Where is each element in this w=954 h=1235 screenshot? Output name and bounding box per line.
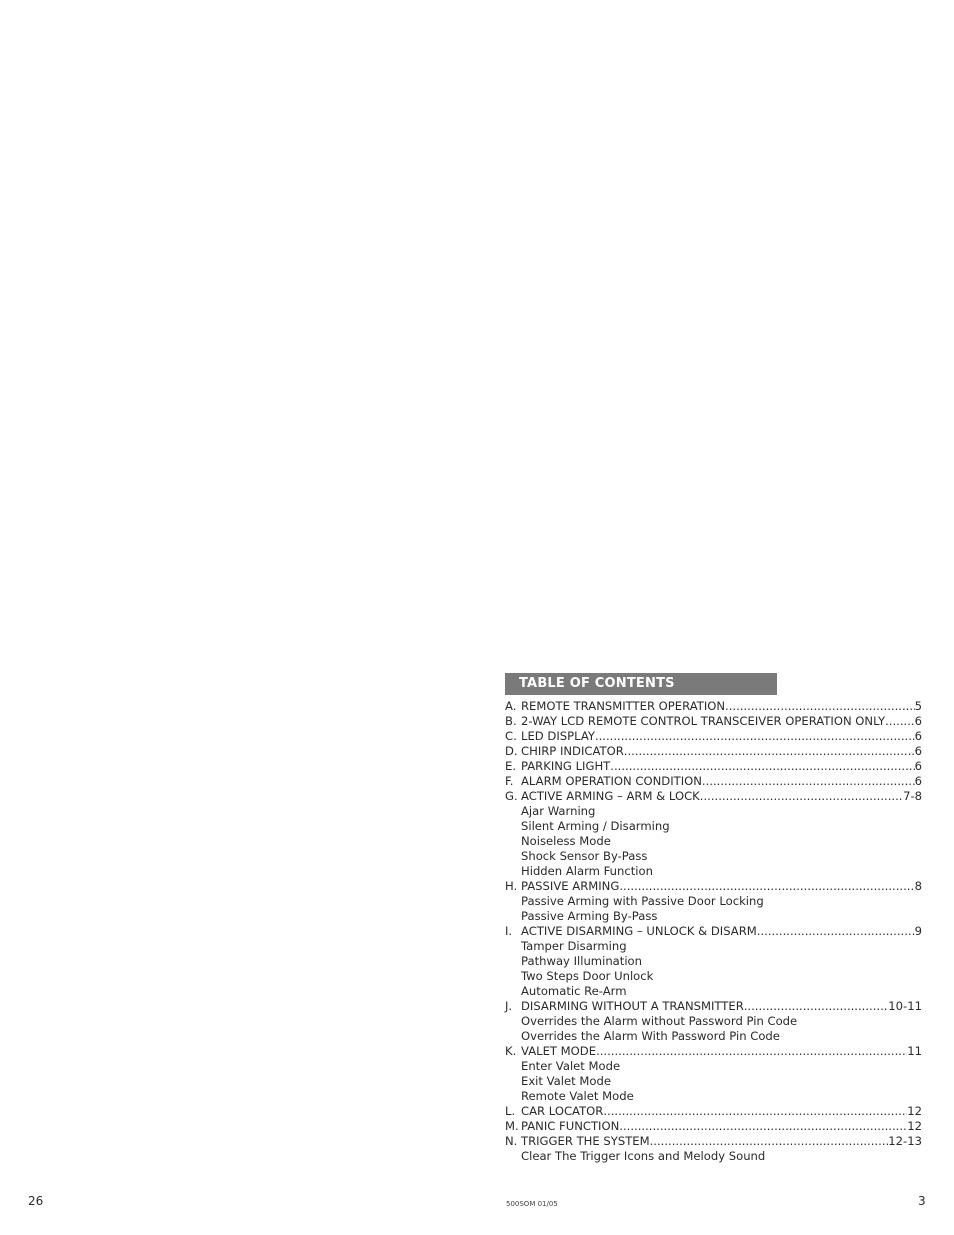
toc-list — [505, 699, 922, 1164]
toc-entry-page: 6 — [914, 774, 922, 788]
toc-dot-leader — [595, 729, 915, 744]
toc-subentry: Overrides the Alarm With Password Pin Code — [521, 1029, 780, 1043]
toc-subentry: Ajar Warning — [521, 804, 596, 818]
toc-entry-letter: J. — [505, 999, 513, 1013]
toc-dot-leader — [700, 789, 903, 804]
toc-entry-page: 12 — [907, 1104, 922, 1118]
toc-entry — [505, 744, 922, 759]
toc-entry-page: 12 — [907, 1119, 922, 1133]
toc-entry-title: CHIRP INDICATOR — [521, 744, 624, 758]
toc-entry-title: ACTIVE DISARMING – UNLOCK & DISARM — [521, 924, 757, 938]
toc-dot-leader — [885, 714, 915, 729]
toc-subentry: Shock Sensor By-Pass — [521, 849, 648, 863]
toc-entry-page: 10-11 — [888, 999, 922, 1013]
toc-subentry: Pathway Illumination — [521, 954, 642, 968]
toc-entry — [505, 1119, 922, 1134]
toc-entry-page: 6 — [914, 714, 922, 728]
toc-subentry: Remote Valet Mode — [521, 1089, 634, 1103]
toc-entry — [505, 1044, 922, 1059]
page-number-right: 3 — [918, 1194, 926, 1208]
toc-entry-title: PARKING LIGHT — [521, 759, 611, 773]
toc-entry-page: 6 — [914, 744, 922, 758]
toc-entry-title: PANIC FUNCTION — [521, 1119, 620, 1133]
toc-entry-page: 12-13 — [888, 1134, 922, 1148]
toc-subentry: Overrides the Alarm without Password Pin Code — [521, 1014, 798, 1028]
toc-entry — [505, 759, 922, 774]
toc-entry-letter: M. — [505, 1119, 519, 1133]
toc-dot-leader — [744, 999, 889, 1014]
toc-subentry: Two Steps Door Unlock — [521, 969, 654, 983]
toc-entry-page: 9 — [914, 924, 922, 938]
toc-subentry: Automatic Re-Arm — [521, 984, 627, 998]
toc-entry-title: ALARM OPERATION CONDITION — [521, 774, 702, 788]
toc-entry — [505, 999, 922, 1014]
toc-subentry: Hidden Alarm Function — [521, 864, 653, 878]
toc-entry-title: DISARMING WITHOUT A TRANSMITTER — [521, 999, 744, 1013]
toc-entry-title: ACTIVE ARMING – ARM & LOCK — [521, 789, 700, 803]
toc-entry-title: VALET MODE — [521, 1044, 597, 1058]
toc-dot-leader — [702, 774, 915, 789]
toc-entry — [505, 789, 922, 804]
toc-entry-page: 8 — [914, 879, 922, 893]
toc-entry-letter: G. — [505, 789, 518, 803]
toc-entry-title: 2-WAY LCD REMOTE CONTROL TRANSCEIVER OPERATION ONLY — [521, 714, 886, 728]
toc-dot-leader — [624, 744, 915, 759]
toc-entry-letter: I. — [505, 924, 513, 938]
toc-subentry: Passive Arming By-Pass — [521, 909, 658, 923]
toc-entry-title: TRIGGER THE SYSTEM — [521, 1134, 650, 1148]
toc-dot-leader — [650, 1134, 889, 1149]
toc-subentry: Tamper Disarming — [521, 939, 627, 953]
toc-dot-leader — [610, 759, 914, 774]
toc-subentry: Exit Valet Mode — [521, 1074, 611, 1088]
toc-entry-letter: K. — [505, 1044, 517, 1058]
toc-entry-page: 6 — [914, 729, 922, 743]
toc-entry-letter: H. — [505, 879, 518, 893]
page-number-left: 26 — [28, 1194, 44, 1208]
toc-dot-leader — [603, 1104, 907, 1119]
toc-dot-leader — [596, 1044, 907, 1059]
toc-subentry: Enter Valet Mode — [521, 1059, 621, 1073]
toc-entry-page: 7-8 — [903, 789, 922, 803]
toc-subentry: Clear The Trigger Icons and Melody Sound — [521, 1149, 766, 1163]
toc-entry-page: 5 — [914, 699, 922, 713]
toc-entry — [505, 879, 922, 894]
toc-subentry: Noiseless Mode — [521, 834, 611, 848]
toc-header: TABLE OF CONTENTS — [505, 673, 777, 695]
toc-entry-title: CAR LOCATOR — [521, 1104, 604, 1118]
toc-entry-letter: D. — [505, 744, 518, 758]
toc-subentry: Passive Arming with Passive Door Locking — [521, 894, 764, 908]
toc-entry — [505, 699, 922, 714]
toc-entry-letter: A. — [505, 699, 517, 713]
toc-dot-leader — [619, 1119, 907, 1134]
toc-entry-page: 11 — [907, 1044, 922, 1058]
toc-entry-page: 6 — [914, 759, 922, 773]
toc-entry-letter: N. — [505, 1134, 518, 1148]
toc-entry — [505, 729, 922, 744]
toc-entry — [505, 1134, 922, 1149]
toc-entry — [505, 924, 922, 939]
toc-entry — [505, 774, 922, 789]
toc-subentry: Silent Arming / Disarming — [521, 819, 670, 833]
toc-entry-title: PASSIVE ARMING — [521, 879, 620, 893]
toc-entry-title: LED DISPLAY — [521, 729, 595, 743]
toc-entry — [505, 1104, 922, 1119]
toc-entry — [505, 714, 922, 729]
toc-entry-letter: F. — [505, 774, 514, 788]
toc-entry-title: REMOTE TRANSMITTER OPERATION — [521, 699, 726, 713]
document-code: 500SOM 01/05 — [506, 1200, 558, 1208]
toc-entry-letter: B. — [505, 714, 517, 728]
toc-dot-leader — [725, 699, 915, 714]
toc-dot-leader — [757, 924, 915, 939]
toc-entry-letter: C. — [505, 729, 517, 743]
toc-entry-letter: L. — [505, 1104, 516, 1118]
toc-dot-leader — [619, 879, 914, 894]
toc-entry-letter: E. — [505, 759, 517, 773]
